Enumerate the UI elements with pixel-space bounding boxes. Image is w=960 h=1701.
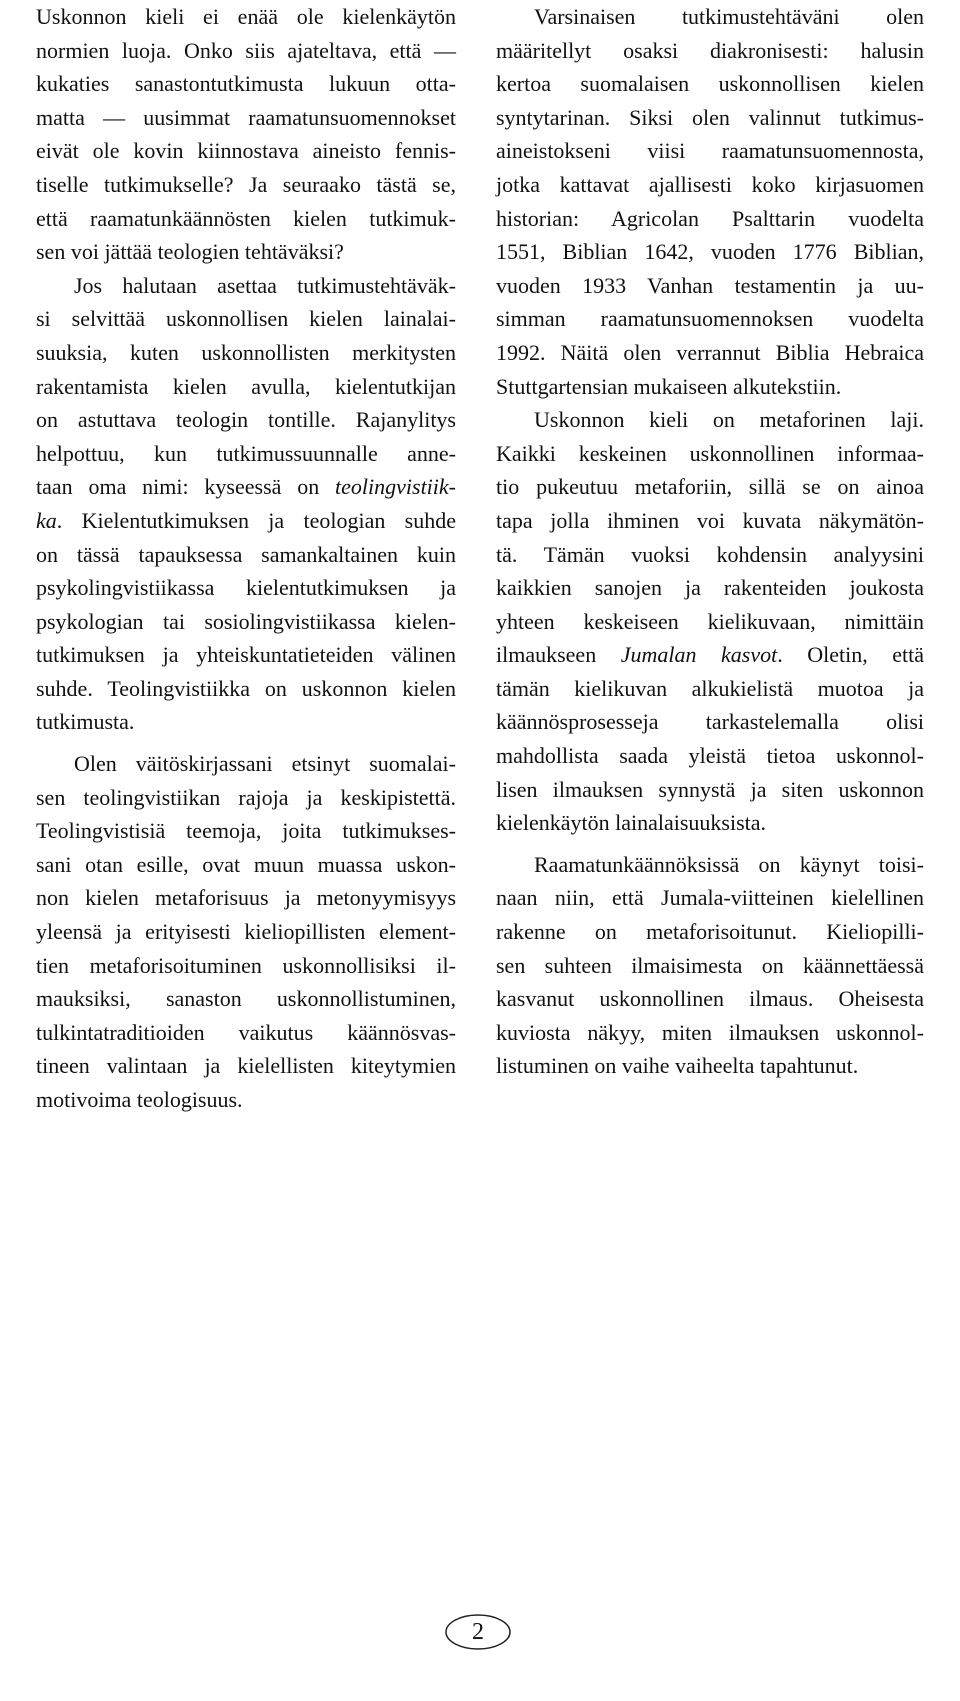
text-line-with-italic bbox=[36, 470, 456, 504]
text-segment: . Kielentutkimuksen ja teologian suhde bbox=[56, 507, 456, 533]
italic-term: Jumalan kasvot bbox=[620, 642, 778, 668]
text-line: non kielen metaforisuus ja metonyymisyys bbox=[36, 885, 456, 911]
text-line: si selvittää uskonnollisen kielen lainalai- bbox=[36, 306, 456, 332]
text-line: on tässä tapauksessa samankaltainen kuin bbox=[36, 541, 456, 567]
text-line: 1992. Näitä olen verrannut Biblia Hebraica bbox=[496, 339, 924, 365]
text-line: eivät ole kovin kiinnostava aineisto fennis- bbox=[36, 138, 456, 164]
text-line-with-italic bbox=[36, 504, 456, 538]
text-line: suhde. Teolingvistiikka on uskonnon kielen bbox=[36, 675, 456, 701]
text-line: tutkimusta. bbox=[36, 709, 135, 735]
text-line: aineistokseni viisi raamatunsuomennosta, bbox=[496, 138, 924, 164]
italic-term: teolingvistiik- bbox=[335, 474, 456, 500]
text-line: psykolingvistiikassa kielentutkimuksen ja bbox=[36, 575, 456, 601]
text-line: tulkintatraditioiden vaikutus käännösvas- bbox=[36, 1019, 456, 1045]
text-segment: taan oma nimi: kyseessä on bbox=[36, 474, 336, 500]
text-segment: ilmaukseen bbox=[496, 642, 621, 668]
text-line: tineen valintaan ja kielellisten kiteytymien bbox=[36, 1053, 456, 1079]
text-line: sen suhteen ilmaisimesta on käännettäessä bbox=[496, 952, 924, 978]
text-line: sen voi jättää teologien tehtäväksi? bbox=[36, 239, 344, 265]
text-line: kasvanut uskonnollinen ilmaus. Oheisesta bbox=[496, 986, 924, 1012]
text-line: Teolingvistisiä teemoja, joita tutkimukses- bbox=[36, 818, 456, 844]
text-line: tapa jolla ihminen voi kuvata näkymätön- bbox=[496, 507, 924, 533]
text-line: lisen ilmauksen synnystä ja siten uskonnon bbox=[496, 776, 924, 802]
text-line: psykologian tai sosiolingvistiikassa kielen- bbox=[36, 608, 456, 634]
text-line: kukaties sanastontutkimusta lukuun otta- bbox=[36, 71, 456, 97]
text-line: sen teolingvistiikan rajoja ja keskipistettä. bbox=[36, 784, 456, 810]
text-line: Uskonnon kieli on metaforinen laji. bbox=[534, 407, 924, 433]
text-line: kuviosta näkyy, miten ilmauksen uskonnol- bbox=[496, 1019, 924, 1045]
text-line: syntytarinan. Siksi olen valinnut tutkimus- bbox=[496, 104, 924, 130]
text-line: kaikkien sanojen ja rakenteiden joukosta bbox=[496, 575, 924, 601]
text-line: Varsinaisen tutkimustehtäväni olen bbox=[534, 4, 924, 29]
text-line: rakenne on metaforisoitunut. Kieliopilli- bbox=[496, 919, 924, 945]
text-line: Kaikki keskeinen uskonnollinen informaa- bbox=[496, 440, 924, 466]
text-line: rakentamista kielen avulla, kielentutkijan bbox=[36, 373, 456, 399]
left-column bbox=[36, 0, 456, 1117]
text-line: tutkimuksen ja yhteiskuntatieteiden välinen bbox=[36, 642, 456, 668]
text-line: motivoima teologisuus. bbox=[36, 1087, 243, 1112]
page-number bbox=[444, 1612, 512, 1652]
text-line: tien metaforisoituminen uskonnollisiksi il- bbox=[36, 952, 456, 978]
text-line: on astuttava teologin tontille. Rajanylitys bbox=[36, 407, 456, 433]
text-line: kielenkäytön lainalaisuuksista. bbox=[496, 810, 767, 836]
text-line: historian: Agricolan Psalttarin vuodelta bbox=[496, 205, 924, 231]
text-line: sani otan esille, ovat muun muassa uskon- bbox=[36, 851, 456, 877]
text-line: määritellyt osaksi diakronisesti: halusin bbox=[496, 37, 924, 63]
text-line: Olen väitöskirjassani etsinyt suomalai- bbox=[74, 751, 456, 777]
text-line: jotka kattavat ajallisesti koko kirjasuomen bbox=[496, 171, 924, 197]
text-line: yleensä ja erityisesti kieliopillisten element- bbox=[36, 919, 456, 945]
text-line: yhteen keskeiseen kielikuvaan, nimittäin bbox=[496, 608, 924, 634]
text-line: tämän kielikuvan alkukielistä muotoa ja bbox=[496, 675, 924, 701]
text-line: Raamatunkäännöksissä on käynyt toisi- bbox=[534, 851, 924, 877]
text-line: tio pukeutuu metaforiin, sillä se on ainoa bbox=[496, 474, 924, 500]
text-line-with-italic bbox=[496, 638, 924, 672]
right-column bbox=[496, 0, 924, 1083]
text-line: mahdollista saada yleistä tietoa uskonnol- bbox=[496, 743, 924, 769]
text-line: simman raamatunsuomennoksen vuodelta bbox=[496, 306, 924, 332]
text-line: suuksia, kuten uskonnollisten merkitysten bbox=[36, 339, 456, 365]
page-number-text: 2 bbox=[472, 1618, 484, 1645]
italic-term: ka bbox=[36, 507, 57, 533]
text-line: vuoden 1933 Vanhan testamentin ja uu- bbox=[496, 272, 924, 298]
text-line: mauksiksi, sanaston uskonnollistuminen, bbox=[36, 986, 456, 1012]
text-line: Stuttgartensian mukaiseen alkutekstiin. bbox=[496, 373, 842, 399]
text-line: tiselle tutkimukselle? Ja seuraako tästä se, bbox=[36, 171, 456, 197]
text-line: kertoa suomalaisen uskonnollisen kielen bbox=[496, 71, 924, 97]
text-line: helpottuu, kun tutkimussuunnalle anne- bbox=[36, 440, 456, 466]
text-line: normien luoja. Onko siis ajateltava, että — bbox=[36, 37, 456, 63]
text-line: että raamatunkäännösten kielen tutkimuk- bbox=[36, 205, 456, 231]
text-line: naan niin, että Jumala-viitteinen kielellinen bbox=[496, 885, 924, 911]
text-line: Jos halutaan asettaa tutkimustehtäväk- bbox=[74, 272, 456, 298]
text-line: 1551, Biblian 1642, vuoden 1776 Biblian, bbox=[496, 239, 924, 265]
text-line: tä. Tämän vuoksi kohdensin analyysini bbox=[496, 541, 924, 567]
text-segment: . Oletin, että bbox=[777, 642, 925, 668]
text-line: listuminen on vaihe vaiheelta tapahtunut. bbox=[496, 1053, 859, 1079]
text-line: käännösprosesseja tarkastelemalla olisi bbox=[496, 709, 924, 735]
text-line: matta — uusimmat raamatunsuomennokset bbox=[36, 104, 456, 130]
text-line: Uskonnon kieli ei enää ole kielenkäytön bbox=[36, 4, 456, 29]
